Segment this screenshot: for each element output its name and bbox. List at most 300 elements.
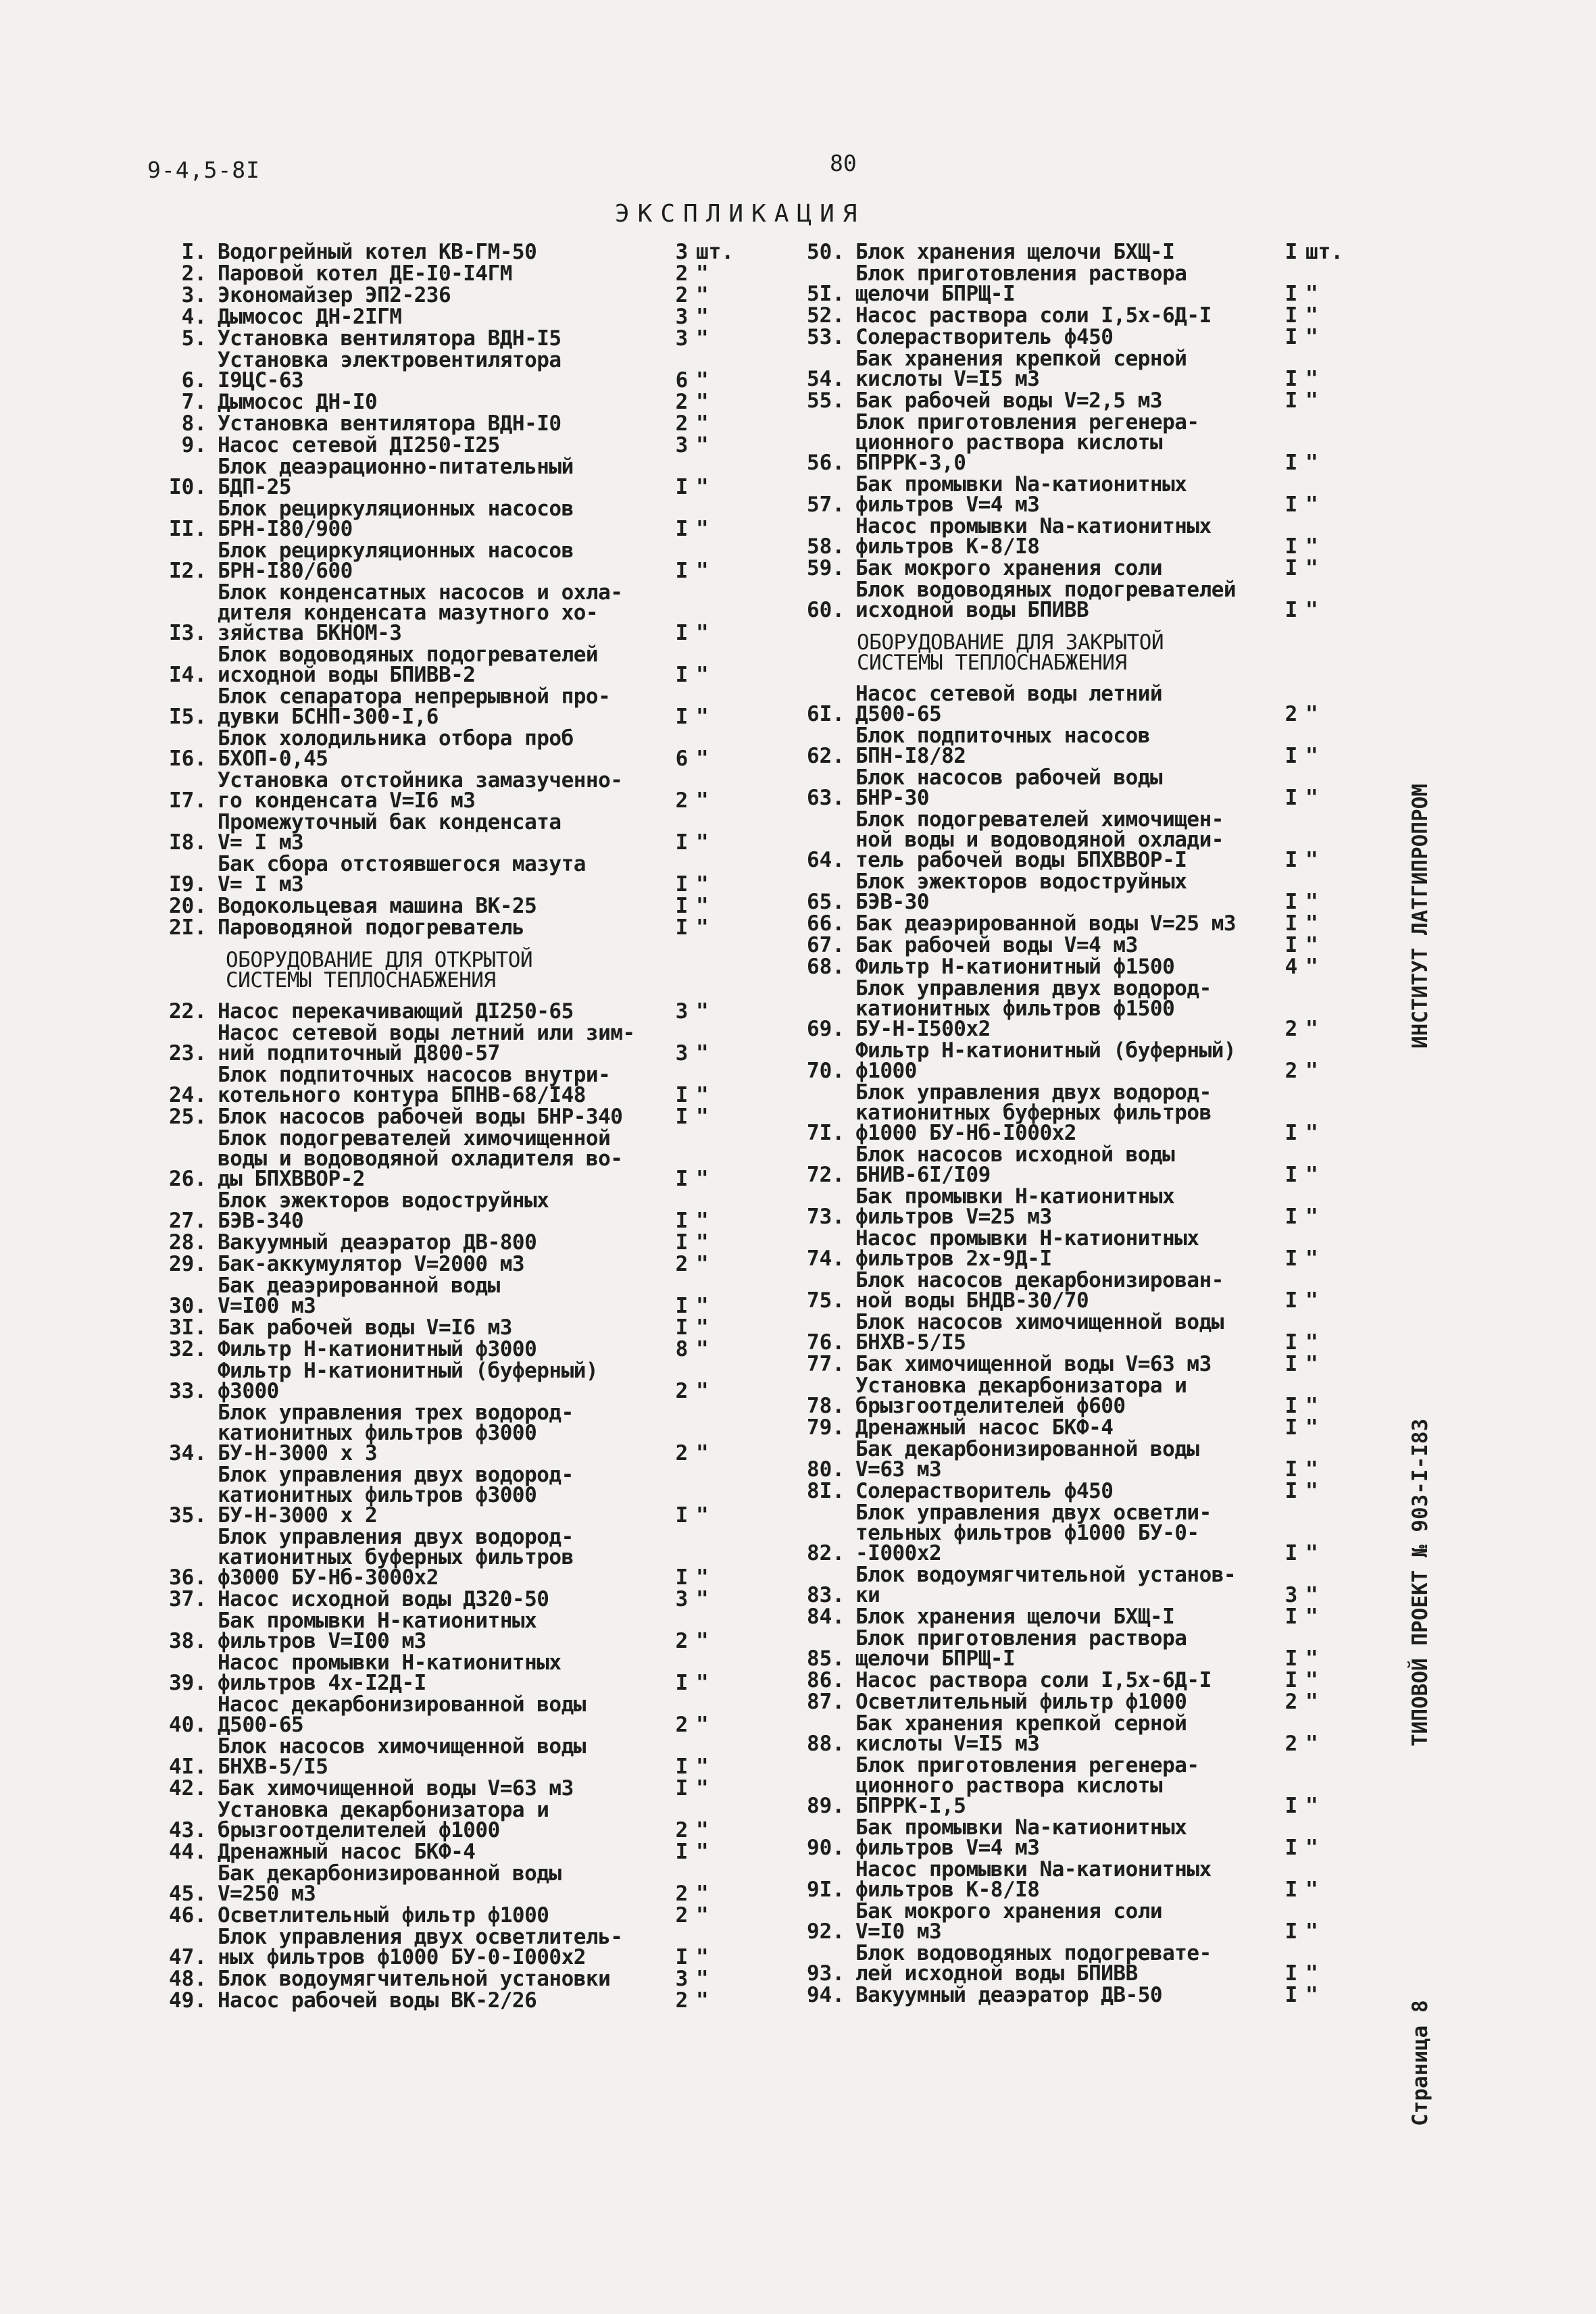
item-unit: " [696,283,709,307]
item-number: 82. [807,1541,845,1565]
item-number: I8. [169,830,207,855]
item-quantity: I [1285,933,1298,957]
list-item [139,1863,734,1904]
item-name: Блок приготовления регенера- ционного раствора кислоты БПРРК-3,0 [855,410,1199,475]
item-number: 34. [169,1441,207,1465]
item-quantity: I [675,1503,689,1528]
item-unit: " [696,894,709,918]
item-unit: " [696,915,709,940]
item-unit: " [1305,1163,1318,1187]
item-quantity: I [1285,1352,1298,1376]
item-unit: " [1305,282,1318,306]
list-item [789,327,1343,347]
list-item [139,812,734,853]
list-item [789,809,1343,870]
item-unit: " [1305,702,1318,726]
item-name: Осветлительный фильтр ф1000 [218,1903,549,1928]
item-name: Насос промывки Н-катионитных фильтров 4х-I2Д-I [218,1651,562,1695]
list-item [789,1312,1343,1353]
item-name: Бак рабочей воды V=4 м3 [855,933,1138,957]
item-name: Блок водоводяных подогревателей исходной воды БПИВВ [855,578,1237,622]
item-number: 6I. [807,702,845,726]
item-quantity: I [1285,786,1298,810]
item-number: 20. [169,894,207,918]
item-number: II. [169,517,207,541]
item-quantity: I [675,1755,689,1779]
item-unit: " [696,1441,709,1465]
page-number: 80 [830,150,857,176]
item-quantity: I [675,1083,689,1107]
list-item [789,1270,1343,1311]
item-unit: " [696,1882,709,1906]
item-number: 37. [169,1587,207,1611]
item-quantity: 3 [675,240,689,264]
item-quantity: I [1285,1457,1298,1482]
item-number: I0. [169,475,207,499]
item-quantity: 2 [1285,1059,1298,1083]
item-name: Блок насосов химочищенной воды БНХВ-5/I5 [855,1310,1224,1355]
list-item [139,1527,734,1588]
item-number: 68. [807,955,845,979]
list-item [789,1354,1343,1374]
item-quantity: I [1285,1878,1298,1902]
list-item [139,1969,734,1989]
item-number: 3I. [169,1315,207,1340]
list-item [789,1565,1343,1605]
item-quantity: I [675,1105,689,1129]
list-item [139,1694,734,1735]
list-item [789,1628,1343,1669]
item-unit: " [1305,1983,1318,2007]
item-name: Блок управления трех водород- катионитных фильтров ф3000 БУ-Н-3000 х 3 [218,1401,574,1465]
item-unit: " [1305,1415,1318,1440]
list-item [139,1339,734,1359]
item-name: Пароводяной подогреватель [218,915,525,940]
item-quantity: I [1285,325,1298,349]
item-quantity: I [1285,1961,1298,1986]
item-unit: " [1305,325,1318,349]
item-name: Блок сепаратора непрерывной про- дувки БСНП-300-I,6 [218,684,611,729]
item-number: 25. [169,1105,207,1129]
item-number: 28. [169,1230,207,1255]
list-item [139,728,734,769]
item-quantity: I [1285,1163,1298,1187]
item-number: 9. [181,433,207,457]
item-number: 47. [169,1945,207,1969]
item-quantity: 3 [675,1041,689,1065]
list-item [139,285,734,305]
item-unit: " [696,663,709,687]
list-item [789,1481,1343,1501]
item-name: Блок хранения щелочи БХЩ-I [855,240,1175,264]
item-number: 94. [807,1983,845,2007]
item-number: 7. [181,390,207,414]
item-number: 55. [807,388,845,413]
item-quantity: I [675,1294,689,1318]
item-number: I6. [169,747,207,771]
list-item [789,1817,1343,1858]
item-number: I7. [169,788,207,813]
item-number: 88. [807,1732,845,1756]
list-item [139,917,734,938]
list-item [789,913,1343,934]
item-unit: " [1305,1961,1318,1986]
item-quantity: 2 [675,1252,689,1276]
item-quantity: I [1285,1668,1298,1692]
item-unit: " [696,1167,709,1191]
item-number: 5I. [807,282,845,306]
item-name: Фильтр Н-катионитный ф1500 [855,955,1175,979]
item-name: Бак промывки Н-катионитных фильтров V=I00 м3 [218,1609,537,1653]
item-unit: " [696,261,709,286]
list-item [139,392,734,412]
list-item [139,1800,734,1840]
item-unit: " [1305,1352,1318,1376]
item-unit: " [1305,1288,1318,1313]
item-number: 79. [807,1415,845,1440]
item-number: 89. [807,1794,845,1818]
item-name: Насос декарбонизированной воды Д500-65 [218,1692,586,1737]
list-item [139,1361,734,1401]
item-name: Насос промывки Na-катионитных фильтров К-8/I8 [855,1857,1212,1902]
item-name: Блок насосов рабочей воды БНР-340 [218,1105,623,1129]
item-quantity: 2 [675,411,689,436]
item-quantity: 3 [675,1587,689,1611]
item-name: Блок подпиточных насосов БПН-I8/82 [855,724,1150,768]
item-name: Бак-аккумулятор V=2000 м3 [218,1252,525,1276]
item-name: Бак рабочей воды V=2,5 м3 [855,388,1163,413]
item-number: 93. [807,1961,845,1986]
item-unit: шт. [696,240,734,264]
item-number: 36. [169,1565,207,1590]
item-name: Установка вентилятора ВДН-I5 [218,326,562,351]
item-name: Насос сетевой воды летний или зим- ний подпиточный Д800-57 [218,1021,635,1065]
item-name: Блок деаэрационно-питательный БДП-25 [218,455,574,499]
item-number: 24. [169,1083,207,1107]
item-unit: " [1305,1605,1318,1629]
item-name: Блок управления двух водород- катионитных фильтров ф1500 БУ-Н-I500х2 [855,976,1212,1041]
item-number: I5. [169,705,207,729]
item-name: Водогрейный котел КВ-ГМ-50 [218,240,537,264]
section-heading: ОБОРУДОВАНИЕ ДЛЯ ЗАКРЫТОЙ СИСТЕМЫ ТЕПЛОСНАБЖЕНИЯ [857,630,1164,675]
list-item [139,1023,734,1063]
list-item [789,263,1343,304]
list-item [789,516,1343,557]
item-unit: " [696,705,709,729]
item-number: 44. [169,1840,207,1864]
item-unit: " [1305,848,1318,872]
item-unit: " [696,1587,709,1611]
item-name: Блок водоумягчительной установки [218,1967,611,1991]
item-name: Солерастворитель ф450 [855,1479,1114,1503]
item-quantity: 3 [675,305,689,329]
item-number: 60. [807,598,845,622]
item-number: 42. [169,1776,207,1801]
list-item [789,726,1343,766]
list-item [139,1065,734,1105]
item-number: 43. [169,1818,207,1842]
item-quantity: 2 [1285,1732,1298,1756]
item-unit: " [696,1903,709,1928]
list-item [139,1128,734,1189]
item-number: 48. [169,1967,207,1991]
item-quantity: 3 [1285,1583,1298,1607]
item-quantity: I [1285,451,1298,475]
item-number: I9. [169,872,207,897]
item-unit: " [696,1503,709,1528]
list-item [139,1611,734,1651]
item-name: Блок водоводяных подогревателей исходной воды БПИВВ-2 [218,643,599,687]
item-quantity: 2 [675,1441,689,1465]
list-item [139,582,734,643]
item-unit: " [1305,598,1318,622]
item-unit: " [696,1629,709,1653]
list-item [139,1190,734,1231]
item-name: Дренажный насос БКФ-4 [218,1840,476,1864]
item-name: Блок насосов декарбонизирован- ной воды БНДВ-30/70 [855,1268,1224,1313]
list-item [789,349,1343,389]
list-item [139,1736,734,1777]
item-number: 4. [181,305,207,329]
item-quantity: 2 [675,390,689,414]
item-name: Блок конденсатных насосов и охла- дителя конденсата мазутного хо- зяйства БКНОМ-3 [218,580,623,645]
list-item [139,1905,734,1926]
item-name: Дымосос ДН-2IГМ [218,305,402,329]
item-number: 77. [807,1352,845,1376]
item-unit: " [1305,451,1318,475]
item-unit: " [696,1713,709,1737]
institute-label: ИНСТИТУТ ЛАТГИПРОПРОМ [1408,784,1432,1049]
item-unit: " [696,559,709,583]
item-quantity: I [1285,1541,1298,1565]
list-item [139,242,734,262]
item-number: 62. [807,744,845,768]
item-quantity: I [1285,534,1298,559]
item-quantity: I [675,1230,689,1255]
item-unit: " [696,1755,709,1779]
item-quantity: I [1285,1330,1298,1355]
item-quantity: I [1285,598,1298,622]
item-name: Паровой котел ДЕ-I0-I4ГМ [218,261,512,286]
item-name: Дымосос ДН-I0 [218,390,378,414]
item-quantity: 2 [675,1818,689,1842]
item-name: Экономайзер ЭП2-236 [218,283,451,307]
item-quantity: 2 [675,1903,689,1928]
item-quantity: 2 [1285,1690,1298,1714]
item-unit: " [1305,955,1318,979]
item-unit: " [696,621,709,645]
item-name: Блок приготовления раствора щелочи БПРЩ-I [855,1626,1187,1671]
item-quantity: I [1285,1919,1298,1944]
item-quantity: 2 [675,1379,689,1403]
item-unit: " [1305,933,1318,957]
item-unit: " [696,872,709,897]
item-unit: " [696,1671,709,1695]
item-name: Бак мокрого хранения соли V=I0 м3 [855,1899,1163,1944]
list-item [789,474,1343,515]
item-quantity: 8 [675,1337,689,1361]
list-item [789,1755,1343,1816]
item-unit: " [696,1337,709,1361]
list-item [789,935,1343,955]
item-number: 46. [169,1903,207,1928]
list-item [139,1107,734,1127]
item-number: 78. [807,1394,845,1418]
item-unit: " [696,326,709,351]
list-item [139,457,734,497]
item-quantity: I [1285,493,1298,517]
item-quantity: I [1285,1394,1298,1418]
list-item [789,1040,1343,1081]
item-unit: " [1305,1690,1318,1714]
list-item [139,328,734,349]
item-name: Промежуточный бак конденсата V= I м3 [218,810,562,855]
item-unit: " [1305,1836,1318,1860]
item-number: 22. [169,999,207,1024]
item-number: 38. [169,1629,207,1653]
item-unit: " [1305,1059,1318,1083]
item-quantity: 2 [675,1629,689,1653]
item-name: Солерастворитель ф450 [855,325,1114,349]
list-item [139,499,734,539]
list-item [789,1859,1343,1900]
item-unit: " [1305,388,1318,413]
item-name: Блок управления двух осветли- тельных фильтров ф1000 БУ-0- -I000х2 [855,1501,1212,1565]
item-number: 87. [807,1690,845,1714]
item-name: Бак химочищенной воды V=63 м3 [218,1776,574,1801]
item-unit: " [696,433,709,457]
item-number: 80. [807,1457,845,1482]
item-quantity: I [1285,848,1298,872]
item-name: Блок подогревателей химочищен- ной воды и водоводяной охлади- тель рабочей воды БПХВВОР-I [855,807,1224,872]
item-quantity: I [1285,1247,1298,1271]
item-name: Насос перекачивающий ДI250-65 [218,999,574,1024]
item-unit: " [1305,890,1318,914]
item-quantity: 2 [1285,1017,1298,1041]
item-quantity: 3 [675,433,689,457]
item-quantity: 2 [675,1713,689,1737]
item-quantity: I [675,663,689,687]
item-number: 32. [169,1337,207,1361]
list-item [789,1228,1343,1269]
list-item [139,1778,734,1799]
item-name: Насос исходной воды Д320-50 [218,1587,549,1611]
item-unit: " [1305,1479,1318,1503]
item-name: Блок хранения щелочи БХЩ-I [855,1605,1175,1629]
item-number: 4I. [169,1755,207,1779]
item-number: 76. [807,1330,845,1355]
item-number: 52. [807,303,845,328]
item-quantity: 6 [675,747,689,771]
item-quantity: 2 [675,1988,689,2013]
item-unit: " [1305,1457,1318,1482]
item-unit: " [1305,1394,1318,1418]
list-item [789,580,1343,620]
item-unit: " [1305,786,1318,810]
item-quantity: 6 [675,368,689,393]
item-name: Установка вентилятора ВДН-I0 [218,411,562,436]
list-item [139,896,734,916]
item-name: Блок подпиточных насосов внутри- котельного контура БПНВ-68/I48 [218,1063,611,1107]
item-quantity: 2 [675,283,689,307]
item-unit: " [696,517,709,541]
list-item [139,350,734,391]
item-name: Бак химочищенной воды V=63 м3 [855,1352,1212,1376]
item-number: 56. [807,451,845,475]
list-item [789,1417,1343,1438]
item-number: 8I. [807,1479,845,1503]
list-item [139,540,734,581]
item-number: 72. [807,1163,845,1187]
item-number: 54. [807,367,845,391]
item-number: 85. [807,1646,845,1671]
item-name: Блок эжекторов водоструйных БЭВ-340 [218,1188,549,1233]
item-number: 40. [169,1713,207,1737]
item-name: Насос промывки Na-катионитных фильтров К-8/I8 [855,514,1212,559]
item-unit: " [1305,1878,1318,1902]
item-number: I. [181,240,207,264]
section-heading: ОБОРУДОВАНИЕ ДЛЯ ОТКРЫТОЙ СИСТЕМЫ ТЕПЛОСНАБЖЕНИЯ [226,948,533,992]
list-item [789,388,1343,413]
item-unit: " [1305,911,1318,936]
item-number: 63. [807,786,845,810]
item-quantity: I [1285,1836,1298,1860]
item-name: Блок рециркуляционных насосов БРН-I80/900 [218,497,574,541]
item-number: 50. [807,240,845,264]
item-unit: " [696,1840,709,1864]
list-item [139,1276,734,1316]
item-number: 74. [807,1247,845,1271]
item-unit: " [696,1988,709,2013]
item-name: Блок управления двух водород- катионитных буферных фильтров ф3000 БУ-Нб-3000х2 [218,1525,574,1590]
item-number: I4. [169,663,207,687]
item-unit: " [1305,1121,1318,1145]
item-number: I2. [169,559,207,583]
item-unit: " [696,1041,709,1065]
list-item [789,1670,1343,1690]
item-quantity: I [1285,1415,1298,1440]
item-quantity: I [675,830,689,855]
item-unit: " [696,368,709,393]
item-quantity: 3 [675,999,689,1024]
item-unit: " [696,1565,709,1590]
item-unit: " [1305,534,1318,559]
item-quantity: 3 [675,1967,689,1991]
item-quantity: I [1285,556,1298,580]
list-item [139,1589,734,1609]
item-name: Бак сбора отстоявшегося мазута V= I м3 [218,852,586,897]
item-unit: " [1305,1205,1318,1229]
list-item [789,684,1343,724]
item-name: Осветлительный фильтр ф1000 [855,1690,1187,1714]
item-unit: " [696,788,709,813]
item-name: Бак деаэрированной воды V=I00 м3 [218,1274,500,1318]
item-number: 33. [169,1379,207,1403]
item-name: Вакуумный деаэратор ДВ-800 [218,1230,537,1255]
item-name: Бак промывки Na-катионитных фильтров V=4 м3 [855,1815,1187,1860]
list-item [139,307,734,327]
item-name: Блок насосов рабочей воды БНР-30 [855,765,1163,810]
item-number: 65. [807,890,845,914]
equipment-list-left [139,242,734,2012]
item-name: Блок холодильника отбора проб БХОП-0,45 [218,726,574,771]
item-number: 6. [181,368,207,393]
list-item [789,1186,1343,1227]
list-item [139,686,734,727]
item-quantity: I [675,559,689,583]
item-quantity: 2 [675,1882,689,1906]
list-item [789,1082,1343,1143]
